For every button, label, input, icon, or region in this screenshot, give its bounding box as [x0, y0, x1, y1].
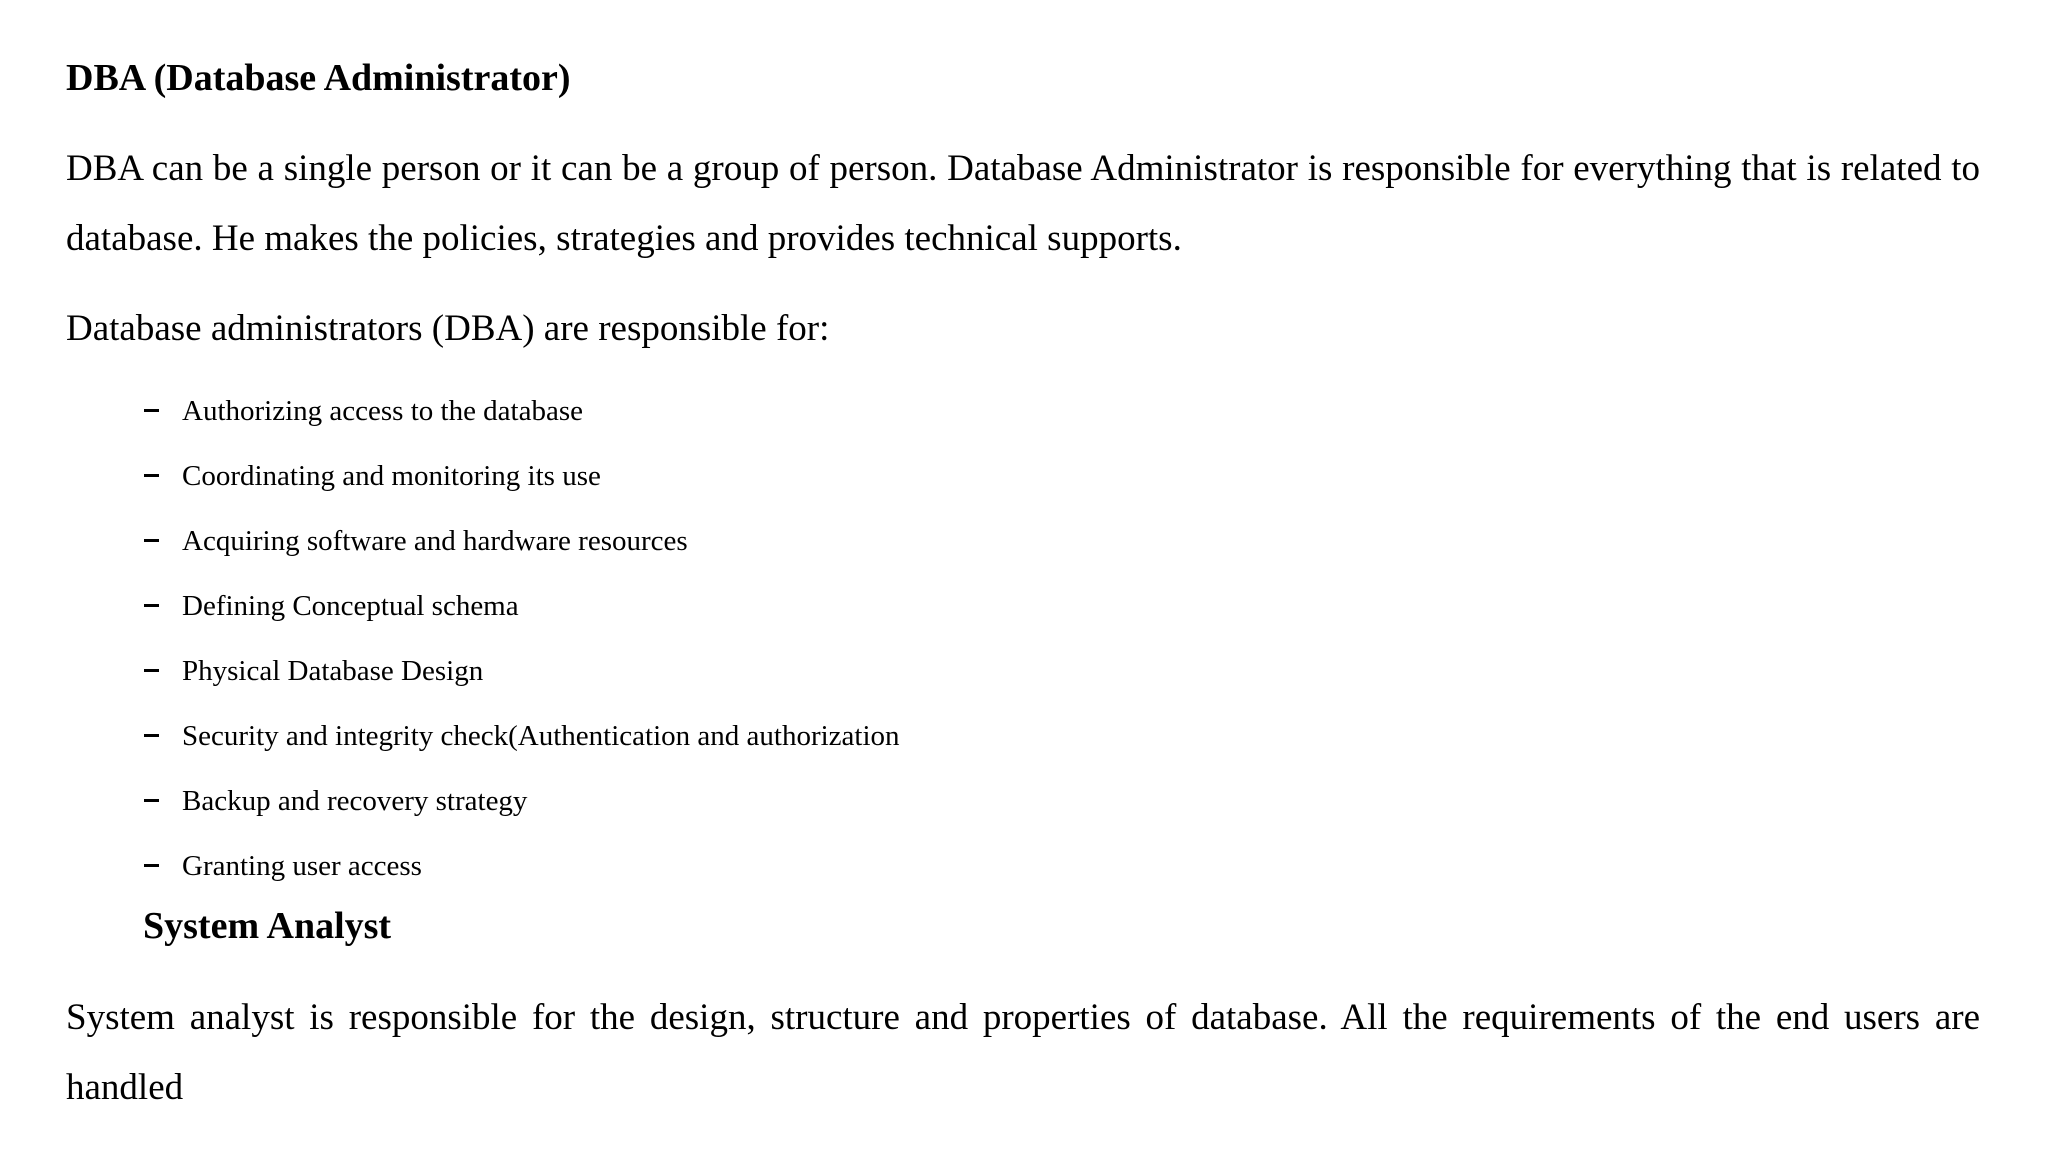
list-item-text: Acquiring software and hardware resources [182, 524, 688, 557]
list-item-text: Coordinating and monitoring its use [182, 459, 601, 492]
list-item [142, 573, 900, 638]
list-item-text: Physical Database Design [182, 654, 484, 687]
dash-bullet-icon [142, 409, 182, 412]
dash-bullet-icon [142, 799, 182, 802]
list-item-text: Backup and recovery strategy [182, 784, 528, 817]
list-item-text: Granting user access [182, 849, 422, 882]
list-item-text: Authorizing access to the database [182, 394, 584, 427]
dba-heading: DBA (Database Administrator) [66, 57, 571, 99]
list-item [142, 378, 900, 443]
dash-bullet-icon [142, 864, 182, 867]
dash-bullet-icon [142, 734, 182, 737]
system-analyst-paragraph: System analyst is responsible for the design, structure and properties of database. All the requirements of the end users are handled [66, 997, 1980, 1108]
list-item [142, 833, 900, 898]
list-item [142, 768, 900, 833]
list-item [142, 443, 900, 508]
list-item [142, 703, 900, 768]
dash-bullet-icon [142, 669, 182, 672]
dba-paragraph: DBA can be a single person or it can be a group of person. Database Administrator is responsible for everything that is related to database. He makes the policies, strategies and provides technical supports. [66, 148, 1980, 259]
responsibilities-list [142, 378, 900, 898]
list-item-text: Security and integrity check(Authentication and authorization [182, 719, 900, 752]
list-item-text: Defining Conceptual schema [182, 589, 519, 622]
list-item [142, 508, 900, 573]
list-item [142, 638, 900, 703]
responsibilities-intro: Database administrators (DBA) are responsible for: [66, 308, 830, 349]
dash-bullet-icon [142, 474, 182, 477]
dash-bullet-icon [142, 604, 182, 607]
system-analyst-heading: System Analyst [143, 905, 392, 947]
dash-bullet-icon [142, 539, 182, 542]
